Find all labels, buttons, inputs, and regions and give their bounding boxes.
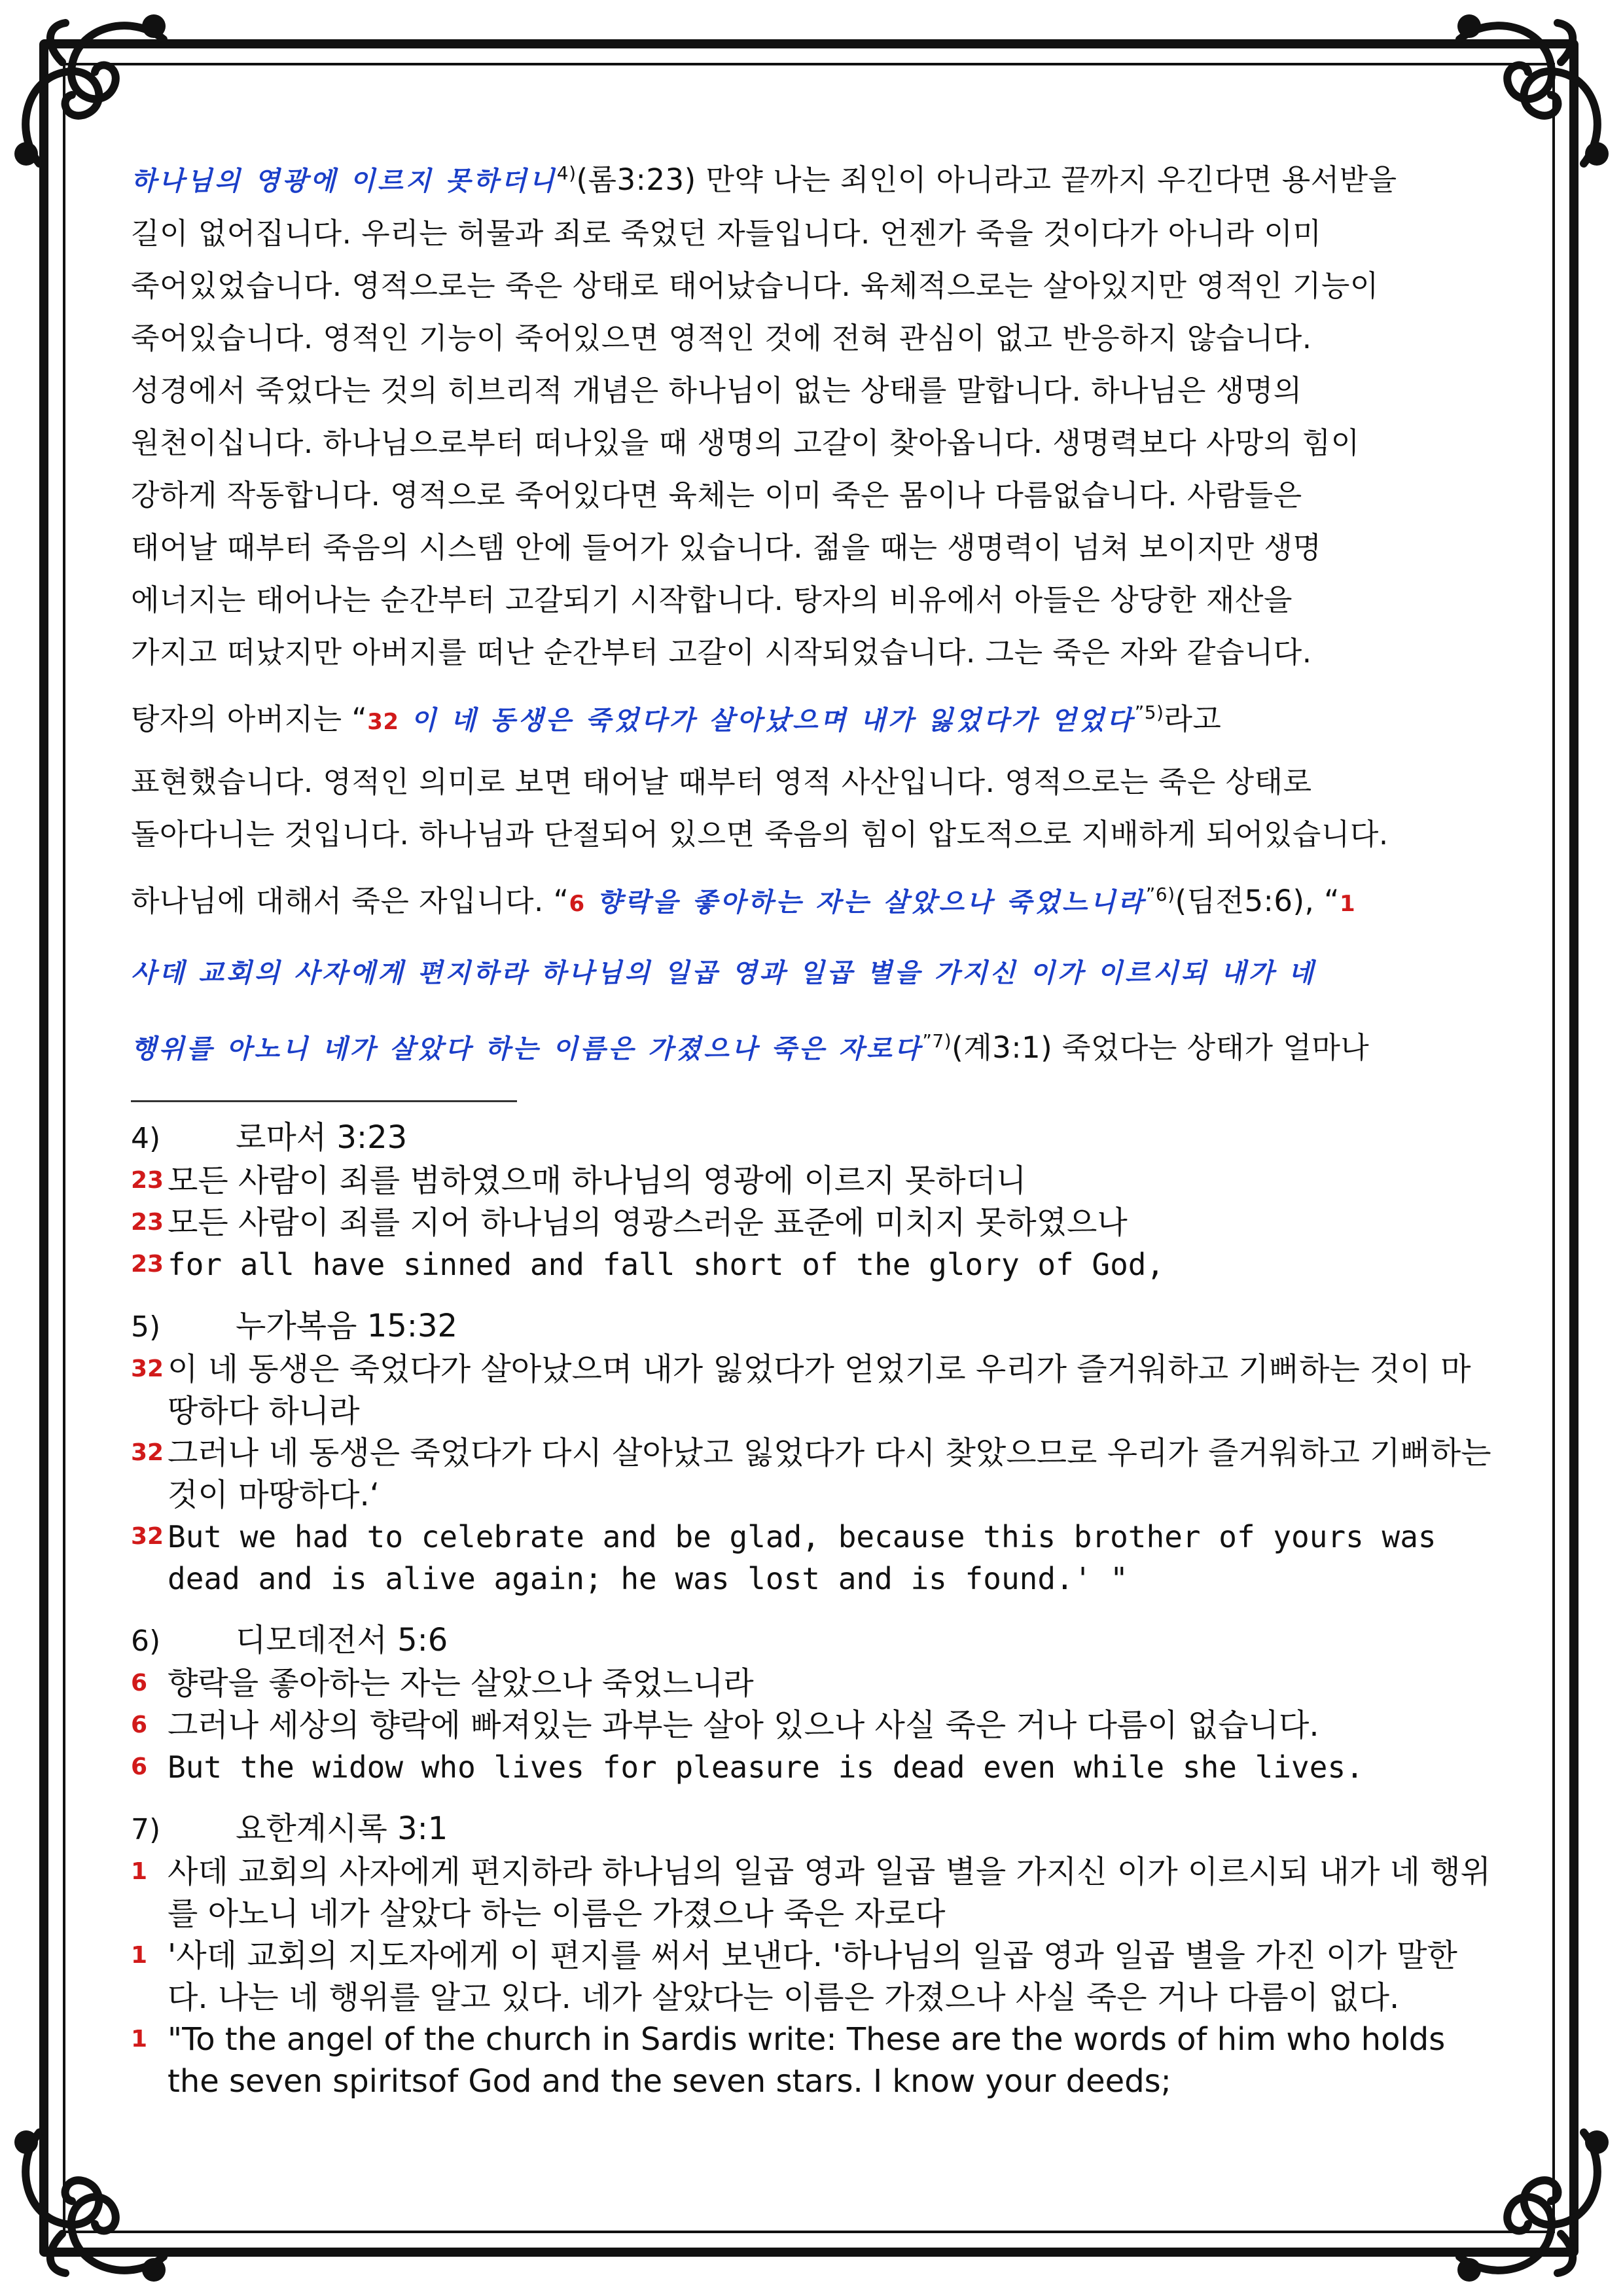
body-text: (딤전5:6), “ xyxy=(1175,884,1340,918)
footnote-verse xyxy=(131,1432,1492,1516)
body-line: 성경에서 죽었다는 것의 히브리적 개념은 하나님이 없는 상태를 말합니다. 하나님은 생명의 xyxy=(131,373,1302,408)
body-line xyxy=(131,147,1492,207)
body-line: 강하게 작동합니다. 영적으로 죽어있다면 육체는 이미 죽은 몸이나 다름없습니다. 사람들은 xyxy=(131,478,1302,512)
footnote-heading xyxy=(131,1808,1492,1851)
quote-handwritten: 이 네 동생은 죽었다가 살아났으며 내가 잃었다가 얻었다 xyxy=(399,705,1135,736)
body-text: 하나님에 대해서 죽은 자입니다. “ xyxy=(131,884,569,918)
verse-text: "To the angel of the church in Sardis write: These are the words of him who holds the seven spiritsof God and the seven stars. I know your deeds; xyxy=(168,2021,1446,2100)
verse-number: 1 xyxy=(1339,891,1356,917)
footnote-number: 4) xyxy=(131,1122,161,1155)
footnote-heading xyxy=(131,1117,1492,1160)
footnote-ref[interactable]: ”6) xyxy=(1145,884,1175,905)
quote-handwritten: 하나님의 영광에 이르지 못하더니 xyxy=(131,166,557,196)
verse-text: 그러나 네 동생은 죽었다가 다시 살아났고 잃었다가 다시 찾았으므로 우리가 즐거워하고 기뻐하는 것이 마땅하다.‘ xyxy=(168,1435,1491,1513)
footnote-number: 5) xyxy=(131,1310,161,1344)
footnotes xyxy=(131,1117,1492,2102)
footnote-number: 6) xyxy=(131,1624,161,1658)
verse-number: 32 xyxy=(131,1355,164,1382)
document-content xyxy=(131,147,1492,2102)
quote-handwritten: 향락을 좋아하는 자는 살았으나 죽었느니라 xyxy=(584,887,1146,918)
body-line xyxy=(131,679,1492,756)
verse-text: '사데 교회의 지도자에게 이 편지를 써서 보낸다. '하나님의 일곱 영과 일곱 별을 가진 이가 말한다. 나는 네 행위를 알고 있다. 네가 살았다는 이름은 가졌으나 사실 죽은 거나 다름이 없다. xyxy=(168,1937,1457,2016)
verse-number: 32 xyxy=(131,1523,164,1550)
footnote-verse xyxy=(131,1935,1492,2018)
verse-text: for all have sinned and fall short of the glory of God, xyxy=(168,1247,1165,1282)
footnote-verse xyxy=(131,1851,1492,1935)
body-line: 에너지는 태어나는 순간부터 고갈되기 시작합니다. 탕자의 비유에서 아들은 상당한 재산을 xyxy=(131,583,1293,617)
verse-number: 32 xyxy=(367,709,399,735)
body-text: (롬3:23) 만약 나는 죄인이 아니라고 끝까지 우긴다면 용서받을 xyxy=(576,162,1397,197)
verse-text: 향락을 좋아하는 자는 살았으나 죽었느니라 xyxy=(168,1665,754,1702)
footnote-verse xyxy=(131,1746,1492,1788)
body-text: (계3:1) 죽었다는 상태가 얼마나 xyxy=(952,1030,1370,1065)
footnote-reference: 로마서 3:23 xyxy=(236,1119,408,1156)
footnote-verse xyxy=(131,1348,1492,1432)
footnote-verse xyxy=(131,1516,1492,1600)
footnote-ref[interactable]: 4) xyxy=(556,162,577,184)
body-line xyxy=(131,1007,1492,1083)
verse-number: 6 xyxy=(569,891,585,917)
footnote-verse xyxy=(131,2018,1492,2102)
verse-number: 32 xyxy=(131,1439,164,1466)
footnote-separator xyxy=(131,1100,517,1102)
footnote-number: 7) xyxy=(131,1813,161,1846)
verse-text: 사데 교회의 사자에게 편지하라 하나님의 일곱 영과 일곱 별을 가지신 이가 이르시되 내가 네 행위를 아노니 네가 살았다 하는 이름은 가졌으나 죽은 자로다 xyxy=(168,1854,1491,1932)
verse-text: 그러나 세상의 향락에 빠져있는 과부는 살아 있으나 사실 죽은 거나 다름이 없습니다. xyxy=(168,1707,1319,1744)
verse-number: 23 xyxy=(131,1209,164,1236)
verse-number: 23 xyxy=(131,1251,164,1278)
verse-number: 23 xyxy=(131,1167,164,1194)
verse-number: 1 xyxy=(131,1858,148,1885)
corner-ornament-icon xyxy=(1407,2080,1623,2296)
footnote-verse xyxy=(131,1202,1492,1244)
quote-handwritten: 행위를 아노니 네가 살았다 하는 이름은 가졌으나 죽은 자로다 xyxy=(131,1033,923,1064)
footnote-reference: 디모데전서 5:6 xyxy=(236,1622,448,1659)
body-line: 원천이십니다. 하나님으로부터 떠나있을 때 생명의 고갈이 찾아옵니다. 생명력보다 사망의 힘이 xyxy=(131,425,1360,460)
body-line xyxy=(131,861,1492,938)
body-line: 가지고 떠났지만 아버지를 떠난 순간부터 고갈이 시작되었습니다. 그는 죽은 자와 같습니다. xyxy=(131,635,1312,670)
body-text: 라고 xyxy=(1164,702,1222,736)
verse-text: 모든 사람이 죄를 지어 하나님의 영광스러운 표준에 미치지 못하였으나 xyxy=(168,1204,1128,1241)
body-line: 죽어있습니다. 영적인 기능이 죽어있으면 영적인 것에 전혀 관심이 없고 반응하지 않습니다. xyxy=(131,321,1312,355)
footnote-heading xyxy=(131,1619,1492,1662)
verse-number: 6 xyxy=(131,1670,148,1696)
footnote-verse xyxy=(131,1244,1492,1285)
corner-ornament-icon xyxy=(0,2080,216,2296)
verse-number: 1 xyxy=(131,2026,148,2053)
body-line: 돌아다니는 것입니다. 하나님과 단절되어 있으면 죽음의 힘이 압도적으로 지배하게 되어있습니다. xyxy=(131,817,1389,852)
verse-text: 모든 사람이 죄를 범하였으매 하나님의 영광에 이르지 못하더니 xyxy=(168,1162,1027,1199)
footnote-heading xyxy=(131,1305,1492,1348)
verse-number: 1 xyxy=(131,1942,148,1969)
body-text: 탕자의 아버지는 “ xyxy=(131,702,368,736)
footnote-reference: 누가복음 15:32 xyxy=(236,1308,458,1344)
footnote-ref[interactable]: ”5) xyxy=(1134,702,1164,723)
body-line: 길이 없어집니다. 우리는 허물과 죄로 죽었던 자들입니다. 언젠가 죽을 것이다가 아니라 이미 xyxy=(131,216,1322,251)
footnote-verse xyxy=(131,1704,1492,1746)
body-line: 죽어있었습니다. 영적으로는 죽은 상태로 태어났습니다. 육체적으로는 살아있지만 영적인 기능이 xyxy=(131,268,1379,303)
footnote-ref[interactable]: ”7) xyxy=(922,1030,952,1052)
quote-handwritten: 사데 교회의 사자에게 편지하라 하나님의 일곱 영과 일곱 별을 가지신 이가 이르시되 내가 네 xyxy=(131,958,1316,988)
footnote-verse xyxy=(131,1160,1492,1202)
body-line xyxy=(131,938,1492,1007)
body-line: 태어날 때부터 죽음의 시스템 안에 들어가 있습니다. 젊을 때는 생명력이 넘쳐 보이지만 생명 xyxy=(131,530,1322,565)
verse-text: But we had to celebrate and be glad, because this brother of yours was dead and is alive again; he was lost and is found.' " xyxy=(168,1519,1436,1596)
verse-number: 6 xyxy=(131,1753,148,1780)
verse-text: But the widow who lives for pleasure is dead even while she lives. xyxy=(168,1749,1364,1785)
body-line: 표현했습니다. 영적인 의미로 보면 태어날 때부터 영적 사산입니다. 영적으로는 죽은 상태로 xyxy=(131,764,1312,799)
verse-number: 6 xyxy=(131,1712,148,1738)
verse-text: 이 네 동생은 죽었다가 살아났으며 내가 잃었다가 얻었기로 우리가 즐거워하고 기뻐하는 것이 마땅하다 하니라 xyxy=(168,1351,1471,1429)
footnote-reference: 요한계시록 3:1 xyxy=(236,1810,448,1847)
footnote-verse xyxy=(131,1662,1492,1704)
